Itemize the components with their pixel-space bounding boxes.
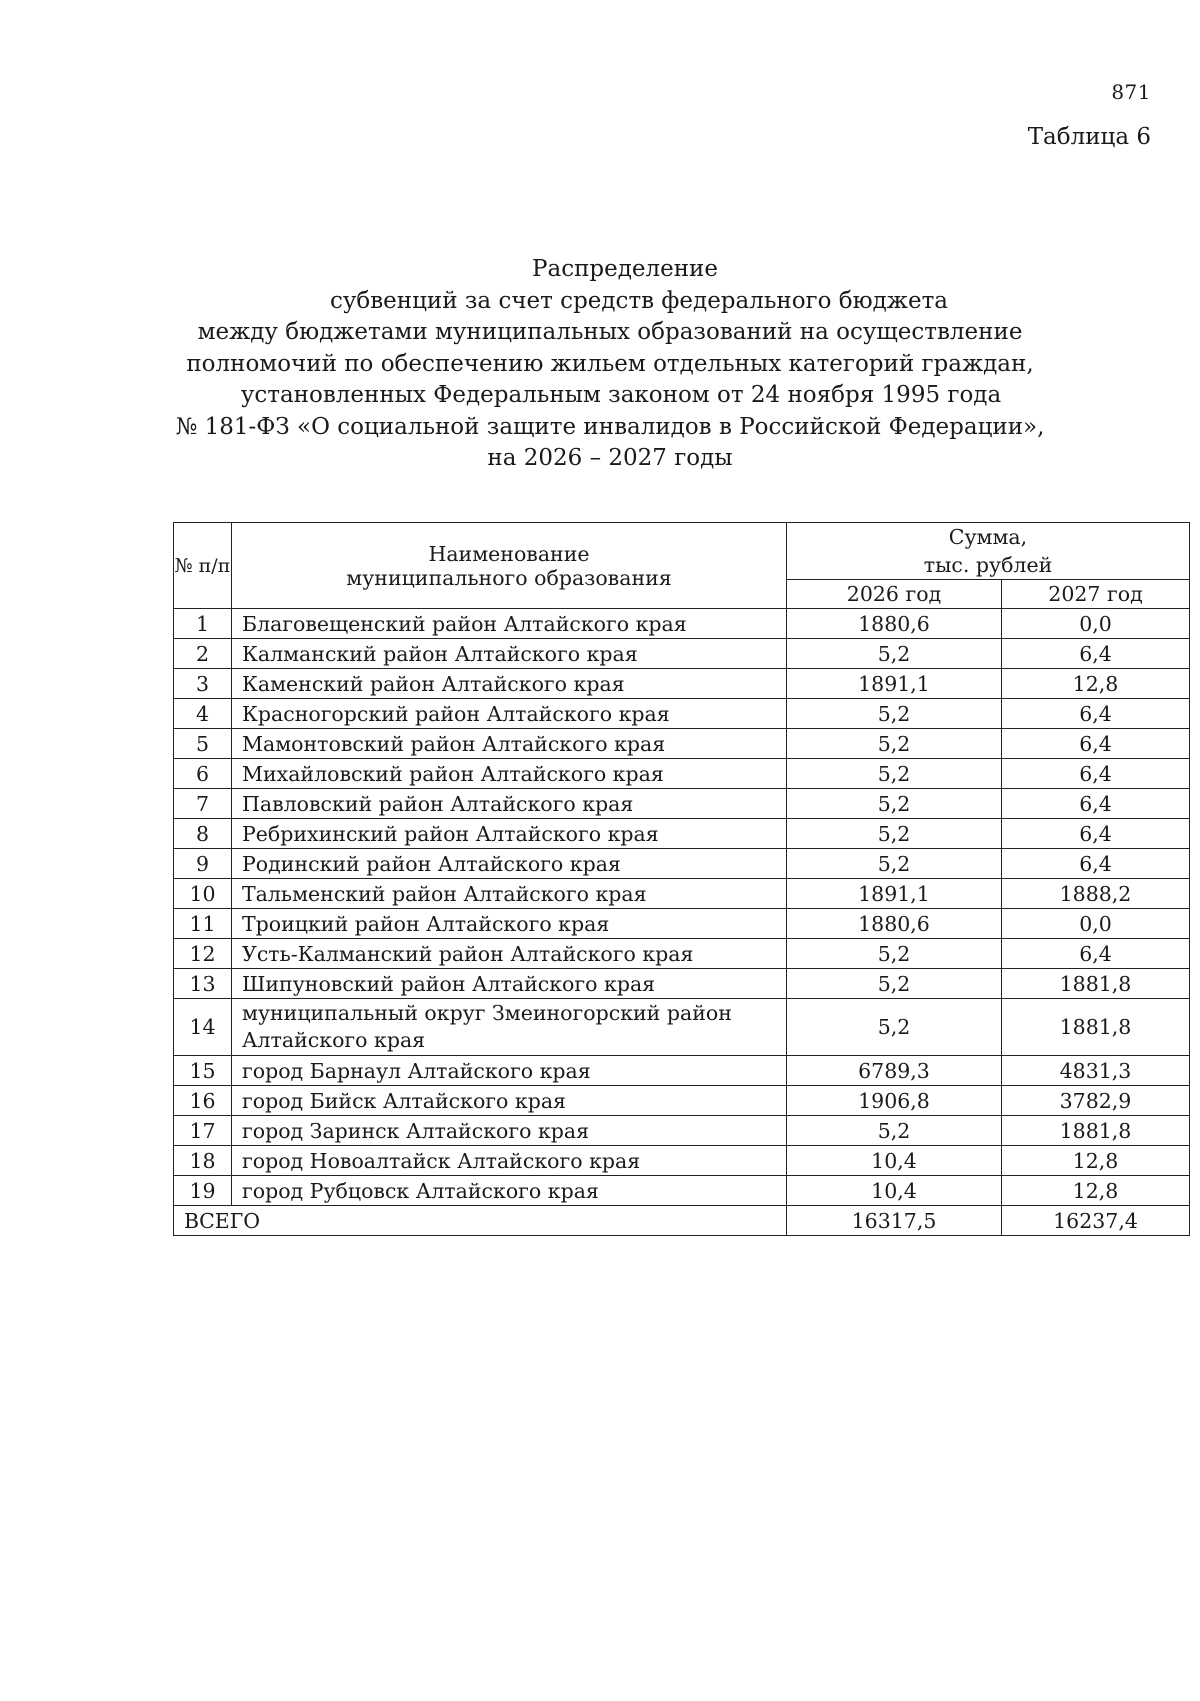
amount-2026: 5,2: [787, 999, 1002, 1056]
amount-2027: 6,4: [1002, 939, 1190, 969]
header-name-line: муниципального образования: [346, 565, 672, 590]
header-year-2026: 2026 год: [787, 580, 1002, 609]
total-label: ВСЕГО: [174, 1206, 787, 1236]
table-row: [174, 1176, 1190, 1206]
amount-2026: 5,2: [787, 729, 1002, 759]
amount-2027: 1881,8: [1002, 969, 1190, 999]
title-line: на 2026 – 2027 годы: [487, 445, 733, 471]
row-number: 12: [174, 939, 232, 969]
municipality-name: [232, 999, 787, 1056]
municipality-name: Красногорский район Алтайского края: [232, 699, 787, 729]
amount-2026: 5,2: [787, 939, 1002, 969]
row-number: 15: [174, 1056, 232, 1086]
municipality-name: город Бийск Алтайского края: [232, 1086, 787, 1116]
row-number: 7: [174, 789, 232, 819]
header-num: № п/п: [174, 523, 232, 609]
amount-2027: 12,8: [1002, 1146, 1190, 1176]
municipality-name: Мамонтовский район Алтайского края: [232, 729, 787, 759]
amount-2027: 4831,3: [1002, 1056, 1190, 1086]
title-line: № 181-ФЗ «О социальной защите инвалидов в Российской Федерации»,: [175, 413, 1045, 440]
row-number: 5: [174, 729, 232, 759]
amount-2026: 1880,6: [787, 609, 1002, 639]
table-row: [174, 759, 1190, 789]
row-number: 11: [174, 909, 232, 939]
header-name: [232, 523, 787, 609]
municipality-name: Михайловский район Алтайского края: [232, 759, 787, 789]
row-number: 16: [174, 1086, 232, 1116]
table-row: [174, 1146, 1190, 1176]
table-row: [174, 939, 1190, 969]
table-row: [174, 1056, 1190, 1086]
amount-2027: 6,4: [1002, 819, 1190, 849]
municipality-name-line: муниципальный округ Змеиногорский район: [242, 1001, 732, 1025]
amount-2027: 6,4: [1002, 789, 1190, 819]
row-number: 1: [174, 609, 232, 639]
amount-2026: 1906,8: [787, 1086, 1002, 1116]
municipality-name: город Барнаул Алтайского края: [232, 1056, 787, 1086]
amount-2026: 5,2: [787, 759, 1002, 789]
table-row: [174, 969, 1190, 999]
title-line: субвенций за счет средств федерального бюджета: [329, 287, 949, 314]
row-number: 9: [174, 849, 232, 879]
table-row: [174, 669, 1190, 699]
table-row: [174, 909, 1190, 939]
total-2026: 16317,5: [787, 1206, 1002, 1236]
total-row: [174, 1206, 1190, 1236]
table-row: [174, 999, 1190, 1056]
amount-2027: 6,4: [1002, 699, 1190, 729]
amount-2027: 12,8: [1002, 669, 1190, 699]
amount-2026: 1880,6: [787, 909, 1002, 939]
municipality-name: Каменский район Алтайского края: [232, 669, 787, 699]
row-number: 19: [174, 1176, 232, 1206]
amount-2026: 5,2: [787, 819, 1002, 849]
amount-2026: 5,2: [787, 639, 1002, 669]
amount-2026: 5,2: [787, 1116, 1002, 1146]
table-body: [174, 609, 1190, 1206]
amount-2027: 6,4: [1002, 759, 1190, 789]
amount-2026: 1891,1: [787, 669, 1002, 699]
municipality-name: Тальменский район Алтайского края: [232, 879, 787, 909]
municipality-name: Усть-Калманский район Алтайского края: [232, 939, 787, 969]
total-2027: 16237,4: [1002, 1206, 1190, 1236]
row-number: 17: [174, 1116, 232, 1146]
row-number: 14: [174, 999, 232, 1056]
municipality-name: Шипуновский район Алтайского края: [232, 969, 787, 999]
amount-2027: 0,0: [1002, 909, 1190, 939]
row-number: 13: [174, 969, 232, 999]
header-name-line: Наименование: [428, 541, 590, 566]
row-number: 8: [174, 819, 232, 849]
table-label: Таблица 6: [1027, 124, 1151, 150]
municipality-name: город Новоалтайск Алтайского края: [232, 1146, 787, 1176]
header-sum: [787, 523, 1190, 580]
municipality-name: Троицкий район Алтайского края: [232, 909, 787, 939]
amount-2026: 5,2: [787, 969, 1002, 999]
municipality-name: Ребрихинский район Алтайского края: [232, 819, 787, 849]
table-row: [174, 729, 1190, 759]
table-row: [174, 609, 1190, 639]
subsidy-table: [173, 522, 1190, 1236]
row-number: 4: [174, 699, 232, 729]
amount-2026: 10,4: [787, 1176, 1002, 1206]
title-line: полномочий по обеспечению жильем отдельных категорий граждан,: [186, 350, 1034, 377]
amount-2026: 10,4: [787, 1146, 1002, 1176]
page-number: 871: [1111, 80, 1151, 104]
amount-2027: 12,8: [1002, 1176, 1190, 1206]
amount-2026: 5,2: [787, 789, 1002, 819]
municipality-name: город Рубцовск Алтайского края: [232, 1176, 787, 1206]
amount-2026: 5,2: [787, 699, 1002, 729]
title-line: установленных Федеральным законом от 24 ноября 1995 года: [240, 382, 1002, 408]
table-row: [174, 789, 1190, 819]
amount-2026: 1891,1: [787, 879, 1002, 909]
municipality-name: Родинский район Алтайского края: [232, 849, 787, 879]
amount-2027: 1881,8: [1002, 999, 1190, 1056]
municipality-name-line: Алтайского края: [242, 1028, 426, 1052]
table-row: [174, 819, 1190, 849]
header-sum-line: тыс. рублей: [923, 553, 1053, 577]
municipality-name: Павловский район Алтайского края: [232, 789, 787, 819]
row-number: 10: [174, 879, 232, 909]
header-year-2027: 2027 год: [1002, 580, 1190, 609]
amount-2026: 6789,3: [787, 1056, 1002, 1086]
amount-2027: 1881,8: [1002, 1116, 1190, 1146]
table-row: [174, 1116, 1190, 1146]
table-row: [174, 699, 1190, 729]
title-line: между бюджетами муниципальных образований на осуществление: [197, 319, 1023, 345]
amount-2026: 5,2: [787, 849, 1002, 879]
amount-2027: 0,0: [1002, 609, 1190, 639]
row-number: 18: [174, 1146, 232, 1176]
table-row: [174, 879, 1190, 909]
amount-2027: 3782,9: [1002, 1086, 1190, 1116]
title-line: Распределение: [532, 256, 718, 282]
amount-2027: 6,4: [1002, 729, 1190, 759]
table-row: [174, 639, 1190, 669]
municipality-name: Калманский район Алтайского края: [232, 639, 787, 669]
municipality-name: Благовещенский район Алтайского края: [232, 609, 787, 639]
table-row: [174, 849, 1190, 879]
row-number: 6: [174, 759, 232, 789]
document-title: [140, 254, 1080, 475]
header-sum-line: Сумма,: [948, 525, 1028, 549]
amount-2027: 6,4: [1002, 849, 1190, 879]
table-row: [174, 1086, 1190, 1116]
amount-2027: 6,4: [1002, 639, 1190, 669]
row-number: 3: [174, 669, 232, 699]
amount-2027: 1888,2: [1002, 879, 1190, 909]
municipality-name: город Заринск Алтайского края: [232, 1116, 787, 1146]
row-number: 2: [174, 639, 232, 669]
